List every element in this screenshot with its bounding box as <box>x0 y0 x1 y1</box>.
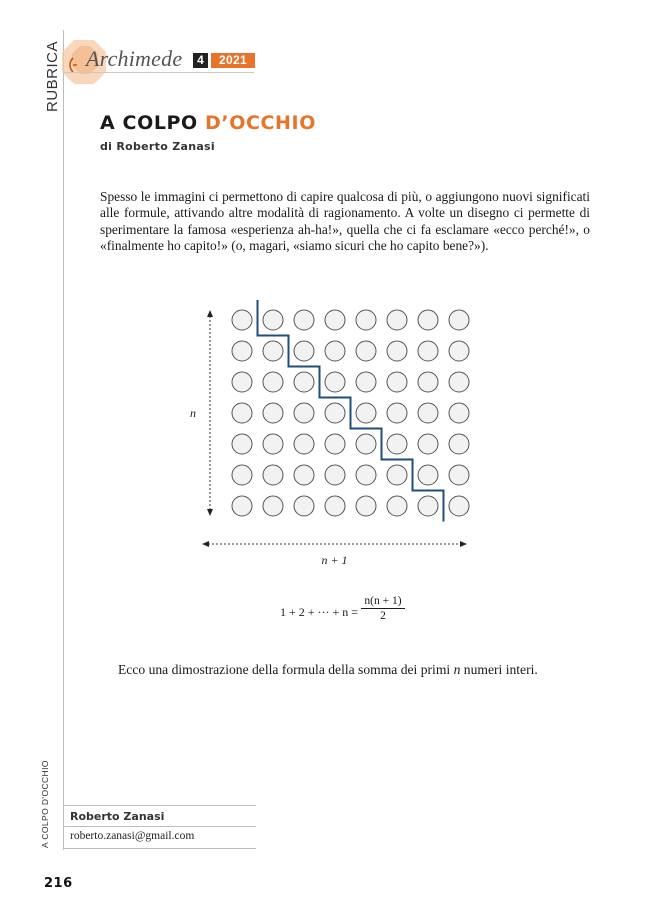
grid-circle <box>356 465 376 485</box>
grid-circle <box>387 465 407 485</box>
article-title <box>100 112 316 134</box>
formula-lhs: 1 + 2 + ··· + n = <box>280 605 359 619</box>
grid-circle <box>232 496 252 516</box>
signature-rule-top <box>64 805 256 806</box>
grid-circle <box>356 372 376 392</box>
grid-circle <box>263 341 283 361</box>
staircase-line <box>258 300 444 522</box>
grid-circle <box>232 434 252 454</box>
caption-text-1: Ecco una dimostrazione della formula della somma dei primi <box>118 662 454 677</box>
sum-formula <box>280 595 430 635</box>
title-part-1: A COLPO <box>100 112 206 134</box>
grid-circle <box>449 465 469 485</box>
margin-rule <box>63 30 64 850</box>
article-byline: di Roberto Zanasi <box>100 140 215 153</box>
section-side-label: A COLPO D'OCCHIO <box>40 760 50 848</box>
formula-numerator: n(n + 1) <box>364 595 402 607</box>
grid-circle <box>387 341 407 361</box>
grid-circle <box>263 496 283 516</box>
grid-circle <box>449 310 469 330</box>
grid-circle <box>232 372 252 392</box>
grid-circle <box>325 465 345 485</box>
grid-circle <box>418 434 438 454</box>
grid-circle <box>263 465 283 485</box>
height-arrow-head-top <box>207 310 213 317</box>
formula-denominator: 2 <box>380 610 386 622</box>
grid-circle <box>325 310 345 330</box>
signature-rule-bottom <box>64 848 256 849</box>
grid-circle <box>356 310 376 330</box>
grid-circle <box>294 372 314 392</box>
grid-circle <box>232 465 252 485</box>
grid-circle <box>418 310 438 330</box>
signature-name: Roberto Zanasi <box>70 810 165 823</box>
magazine-name: Archimede <box>86 46 183 71</box>
grid-circle <box>263 434 283 454</box>
grid-circle <box>449 496 469 516</box>
width-arrow-head-right <box>460 541 467 547</box>
grid-circle <box>356 496 376 516</box>
grid-circle <box>418 496 438 516</box>
grid-circle <box>232 403 252 423</box>
grid-circle <box>325 372 345 392</box>
grid-circle <box>387 310 407 330</box>
grid-circle <box>325 403 345 423</box>
grid-circle <box>325 434 345 454</box>
header-rule <box>64 72 254 73</box>
grid-circle <box>449 434 469 454</box>
grid-circle <box>418 403 438 423</box>
height-arrow-head-bottom <box>207 509 213 516</box>
grid-circle <box>263 403 283 423</box>
grid-circle <box>449 403 469 423</box>
grid-circle <box>294 496 314 516</box>
grid-circle <box>387 403 407 423</box>
grid-circle <box>356 341 376 361</box>
grid-circle <box>387 372 407 392</box>
grid-circle <box>325 341 345 361</box>
width-label: n + 1 <box>321 553 348 567</box>
width-arrow-head-left <box>202 541 209 547</box>
grid-circle <box>418 341 438 361</box>
grid-circle <box>263 372 283 392</box>
signature-rule-middle <box>64 826 256 827</box>
grid-circle <box>325 496 345 516</box>
grid-circle <box>294 341 314 361</box>
grid-circle <box>356 434 376 454</box>
caption-variable: n <box>453 662 461 677</box>
grid-circle <box>387 434 407 454</box>
staircase-figure <box>180 300 490 580</box>
title-part-2: D’OCCHIO <box>205 112 316 134</box>
height-label: n <box>190 406 196 420</box>
grid-circle <box>418 372 438 392</box>
grid-circle <box>294 403 314 423</box>
caption-text-2: numeri interi. <box>460 662 538 677</box>
issue-number-badge: 4 <box>193 53 208 68</box>
grid-circle <box>356 403 376 423</box>
grid-circle <box>232 310 252 330</box>
issue-year-badge: 2021 <box>211 53 255 68</box>
grid-circle <box>294 465 314 485</box>
signature-email: roberto.zanasi@gmail.com <box>70 830 195 842</box>
grid-circle <box>232 341 252 361</box>
grid-circle <box>449 372 469 392</box>
grid-circle <box>387 496 407 516</box>
fraction-bar <box>361 608 405 609</box>
grid-circle <box>294 310 314 330</box>
page-number: 216 <box>44 876 73 891</box>
rubric-side-label: RUBRICA <box>44 40 61 112</box>
formula-fraction <box>361 595 405 622</box>
figure-caption <box>118 662 538 678</box>
grid-circle <box>294 434 314 454</box>
grid-circle <box>418 465 438 485</box>
grid-circle <box>263 310 283 330</box>
intro-paragraph: Spesso le immagini ci permettono di capire qualcosa di più, o aggiungono nuovi significati alle formule, attivando altre modalità di ragionamento. A volte un disegno ci permette di sperimentare la famosa «esperienza ah-ha!», quella che ci fa esclamare «ecco perché!», o «finalmente ho capito!» (o, magari, «siamo sicuri che ho capito bene?»). <box>100 189 590 253</box>
grid-circle <box>449 341 469 361</box>
